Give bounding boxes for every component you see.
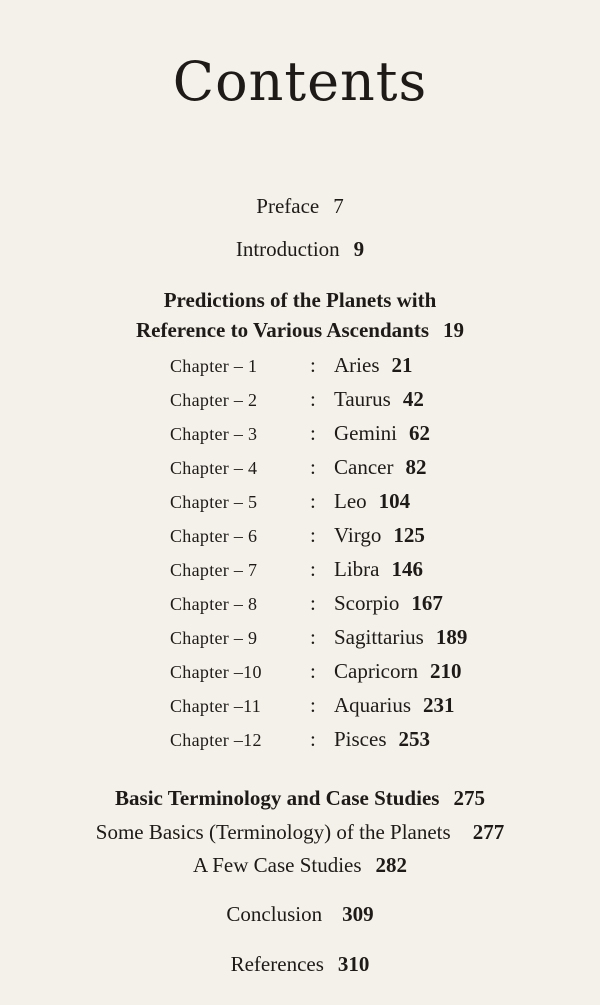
toc-entry-page: 7 — [333, 194, 344, 218]
separator: : — [310, 557, 316, 581]
chapter-sign: Capricorn — [334, 659, 418, 683]
chapter-sign: Aquarius — [334, 693, 411, 717]
chapter-label: Chapter –10 — [170, 662, 262, 682]
chapter-label: Chapter – 4 — [170, 458, 258, 478]
separator: : — [310, 353, 316, 377]
chapter-sign: Gemini — [334, 421, 397, 445]
chapter-page: 189 — [435, 625, 468, 649]
toc-entry-label: References — [230, 952, 324, 976]
chapter-sign: Scorpio — [334, 591, 400, 615]
chapter-sign: Virgo — [334, 523, 382, 547]
chapter-label: Chapter – 5 — [170, 492, 258, 512]
toc-section-page: 19 — [443, 318, 464, 342]
chapter-page: 167 — [411, 591, 443, 615]
toc-entry-page: 277 — [472, 820, 505, 844]
toc-chapter-row — [170, 353, 550, 381]
chapter-page: 146 — [391, 557, 423, 581]
toc-entry — [0, 952, 600, 977]
toc-entry — [0, 902, 600, 927]
separator: : — [310, 591, 316, 615]
toc-chapter-row — [170, 523, 550, 551]
chapter-page: 210 — [429, 659, 462, 683]
toc-chapter-row — [170, 387, 550, 415]
toc-entry — [0, 853, 600, 878]
chapter-sign: Sagittarius — [334, 625, 424, 649]
toc-chapter-row — [170, 727, 550, 755]
toc-entry-introduction — [0, 237, 600, 262]
chapter-page: 62 — [409, 421, 430, 445]
page-title: Contents — [172, 50, 428, 113]
toc-section-label: Predictions of the Planets with — [163, 288, 437, 312]
toc-section-page: 275 — [453, 786, 485, 810]
separator: : — [310, 523, 316, 547]
chapter-label: Chapter –12 — [170, 730, 262, 750]
chapter-sign: Pisces — [334, 727, 387, 751]
separator: : — [310, 489, 316, 513]
separator: : — [310, 455, 316, 479]
toc-chapter-row — [170, 489, 550, 517]
separator: : — [310, 625, 316, 649]
toc-entry-page: 282 — [375, 853, 408, 877]
toc-chapter-row — [170, 693, 550, 721]
toc-section-heading — [0, 786, 600, 811]
toc-entry-page: 309 — [342, 902, 374, 926]
toc-chapter-row — [170, 421, 550, 449]
chapter-page: 42 — [402, 387, 424, 411]
chapter-page: 21 — [391, 353, 413, 377]
toc-chapter-row — [170, 455, 550, 483]
chapter-page: 231 — [423, 693, 455, 717]
separator: : — [310, 421, 316, 445]
chapter-label: Chapter – 9 — [170, 628, 258, 648]
toc-section-label: Reference to Various Ascendants — [135, 318, 429, 342]
chapter-page: 125 — [393, 523, 425, 547]
toc-entry-page: 310 — [337, 952, 370, 976]
toc-chapter-row — [170, 557, 550, 585]
separator: : — [310, 693, 316, 717]
chapter-page: 253 — [398, 727, 430, 751]
chapter-page: 82 — [405, 455, 427, 479]
toc-chapter-row — [170, 625, 550, 653]
chapter-sign: Leo — [334, 489, 367, 513]
chapter-sign: Cancer — [334, 455, 394, 479]
chapter-label: Chapter – 7 — [170, 560, 258, 580]
chapter-sign: Libra — [334, 557, 380, 581]
toc-chapter-row — [170, 591, 550, 619]
toc-entry-page: 9 — [353, 237, 365, 261]
toc-entry-preface — [0, 194, 600, 219]
chapter-label: Chapter – 2 — [170, 390, 258, 410]
toc-entry-label: Preface — [256, 194, 320, 218]
separator: : — [310, 387, 316, 411]
chapter-page: 104 — [378, 489, 411, 513]
toc-entry-label: Conclusion — [226, 902, 323, 926]
chapter-sign: Taurus — [334, 387, 391, 411]
toc-entry-label: A Few Case Studies — [192, 853, 362, 877]
separator: : — [310, 727, 316, 751]
toc-entry-label: Introduction — [235, 237, 340, 261]
toc-entry — [0, 820, 600, 845]
chapter-label: Chapter – 1 — [170, 356, 258, 376]
chapter-label: Chapter – 3 — [170, 424, 258, 444]
toc-section-label: Basic Terminology and Case Studies — [115, 786, 440, 810]
separator: : — [310, 659, 316, 683]
toc-section-heading-line1 — [0, 288, 600, 313]
chapter-label: Chapter – 8 — [170, 594, 258, 614]
chapter-sign: Aries — [334, 353, 380, 377]
toc-chapter-row — [170, 659, 550, 687]
toc-entry-label: Some Basics (Terminology) of the Planets — [95, 820, 451, 844]
chapter-label: Chapter –11 — [170, 696, 262, 716]
toc-section-heading-line2 — [0, 318, 600, 343]
chapter-label: Chapter – 6 — [170, 526, 258, 546]
